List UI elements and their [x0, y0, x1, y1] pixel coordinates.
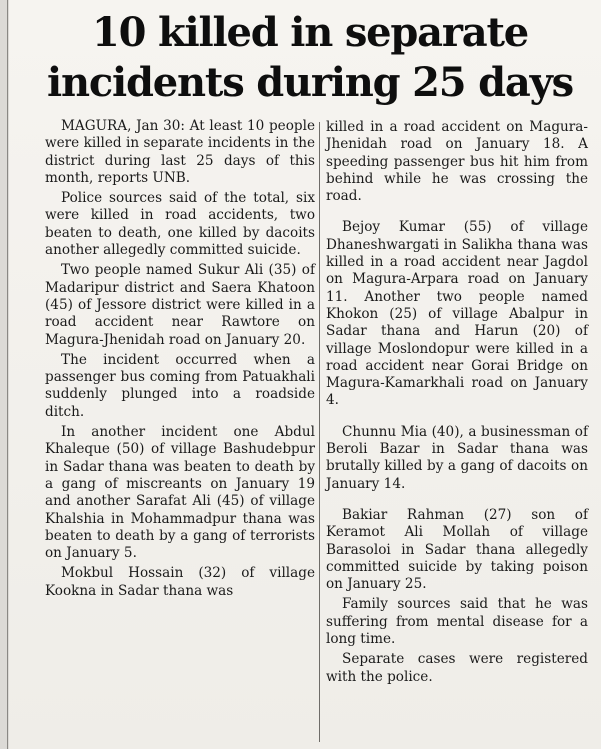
- paragraph-cases-registered: Separate cases were registered with the police.: [326, 651, 588, 685]
- column-divider: [319, 122, 320, 742]
- paragraph-rawtore-accident: Two people named Sukur Ali (35) of Madaripur district and Saera Khatoon (45) of Jessore district were killed in a road accident near Rawtore on Magura-Jhenidah road on January 20.: [45, 262, 315, 348]
- paragraph-bus-ditch: The incident occurred when a passenger bus coming from Patuakhali suddenly plunged into a roadside ditch.: [45, 351, 315, 420]
- headline-line-2: incidents during 25 days: [47, 59, 573, 106]
- article-column-right: [326, 119, 588, 686]
- paragraph-dateline: MAGURA, Jan 30: At least 10 people were killed in separate incidents in the district during last 25 days of this month, reports UNB.: [45, 118, 315, 186]
- paragraph-continued: killed in a road accident on Magura-Jhenidah road on January 18. A speeding passenger bus hit him from behind while he was crossing the road.: [326, 119, 588, 205]
- page-border-rule: [7, 0, 8, 749]
- paragraph-police-sources: Police sources said of the total, six were killed in road accidents, two beaten to death, one killed by dacoits another allegedly committed suicide.: [45, 190, 315, 259]
- article-column-left: [45, 118, 315, 600]
- paragraph-bakiar-rahman: Bakiar Rahman (27) son of Keramot Ali Mollah of village Barasoloi in Sadar thana allegedly committed suicide by taking poison on January 25.: [326, 506, 588, 593]
- paragraph-mokbul-hossain: Mokbul Hossain (32) of village Kookna in Sadar thana was: [45, 565, 315, 599]
- paragraph-chunnu-mia: Chunnu Mia (40), a businessman of Beroli Bazar in Sadar thana was brutally killed by a gang of dacoits on January 14.: [326, 423, 588, 492]
- headline-line-1: 10 killed in separate: [91, 9, 528, 56]
- paragraph-bejoy-kumar: Bejoy Kumar (55) of village Dhaneshwargati in Salikha thana was killed in a road accident near Jagdol on Magura-Arpara road on January 11. Another two people named Khokon (25) of village Abalpur in Sadar thana and Harun (20) of village Moslondopur were killed in a road accident near Gorai Bridge on Magura-Kamarkhali road on January 4.: [326, 219, 588, 409]
- article-headline: [30, 8, 590, 108]
- paragraph-family-sources: Family sources said that he was suffering from mental disease for a long time.: [326, 596, 588, 648]
- paragraph-beaten-to-death: In another incident one Abdul Khaleque (50) of village Bashudebpur in Sadar thana was beaten to death by a gang of miscreants on January 19 and another Sarafat Ali (45) of village Khalshia in Mohammadpur thana was beaten to death by a gang of terrorists on January 5.: [45, 424, 315, 562]
